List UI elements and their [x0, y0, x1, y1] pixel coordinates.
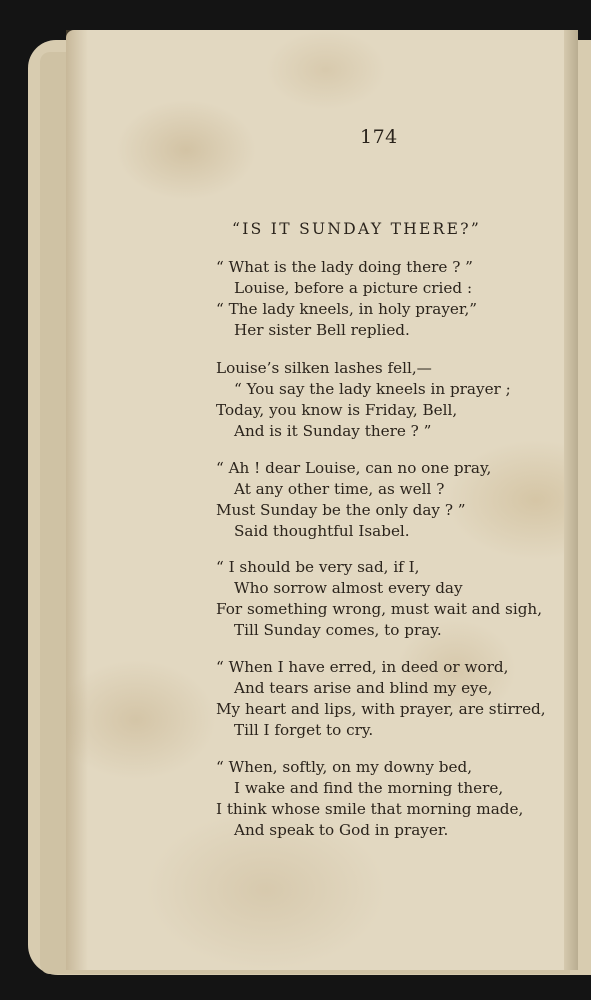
poem-line: Till Sunday comes, to pray. — [234, 621, 442, 639]
poem-line: Louise, before a picture cried : — [234, 279, 473, 297]
poem-title: “IS IT SUNDAY THERE?” — [232, 220, 482, 238]
poem-line: And speak to God in prayer. — [234, 821, 449, 839]
poem-line: I think whose smile that morning made, — [216, 800, 524, 818]
poem-line: At any other time, as well ? — [234, 480, 445, 498]
poem-line: “ Ah ! dear Louise, can no one pray, — [216, 459, 492, 477]
poem-line: For something wrong, must wait and sigh, — [216, 600, 543, 618]
poem-line: I wake and find the morning there, — [234, 779, 504, 797]
page-gutter — [66, 30, 88, 970]
poem-line: My heart and lips, with prayer, are stirred, — [216, 700, 546, 718]
poem-line: And is it Sunday there ? ” — [234, 422, 432, 440]
poem-line: Her sister Bell replied. — [234, 321, 410, 339]
poem-line: “ I should be very sad, if I, — [216, 558, 420, 576]
poem-line: Today, you know is Friday, Bell, — [216, 401, 458, 419]
poem-line: “ The lady kneels, in holy prayer,” — [216, 300, 478, 318]
poem-line: “ You say the lady kneels in prayer ; — [234, 380, 511, 398]
poem-line: Said thoughtful Isabel. — [234, 522, 410, 540]
poem-line: Till I forget to cry. — [234, 721, 374, 739]
poem-line: Who sorrow almost every day — [234, 579, 463, 597]
poem-line: And tears arise and blind my eye, — [234, 679, 493, 697]
page-number: 174 — [360, 126, 398, 148]
poem-line: “ When, softly, on my downy bed, — [216, 758, 473, 776]
poem-line: Must Sunday be the only day ? ” — [216, 501, 466, 519]
poem-line: “ When I have erred, in deed or word, — [216, 658, 509, 676]
book-page — [66, 30, 578, 970]
poem-line: Louise’s silken lashes fell,— — [216, 359, 432, 377]
poem-line: “ What is the lady doing there ? ” — [216, 258, 473, 276]
page-right-edge — [564, 30, 578, 970]
